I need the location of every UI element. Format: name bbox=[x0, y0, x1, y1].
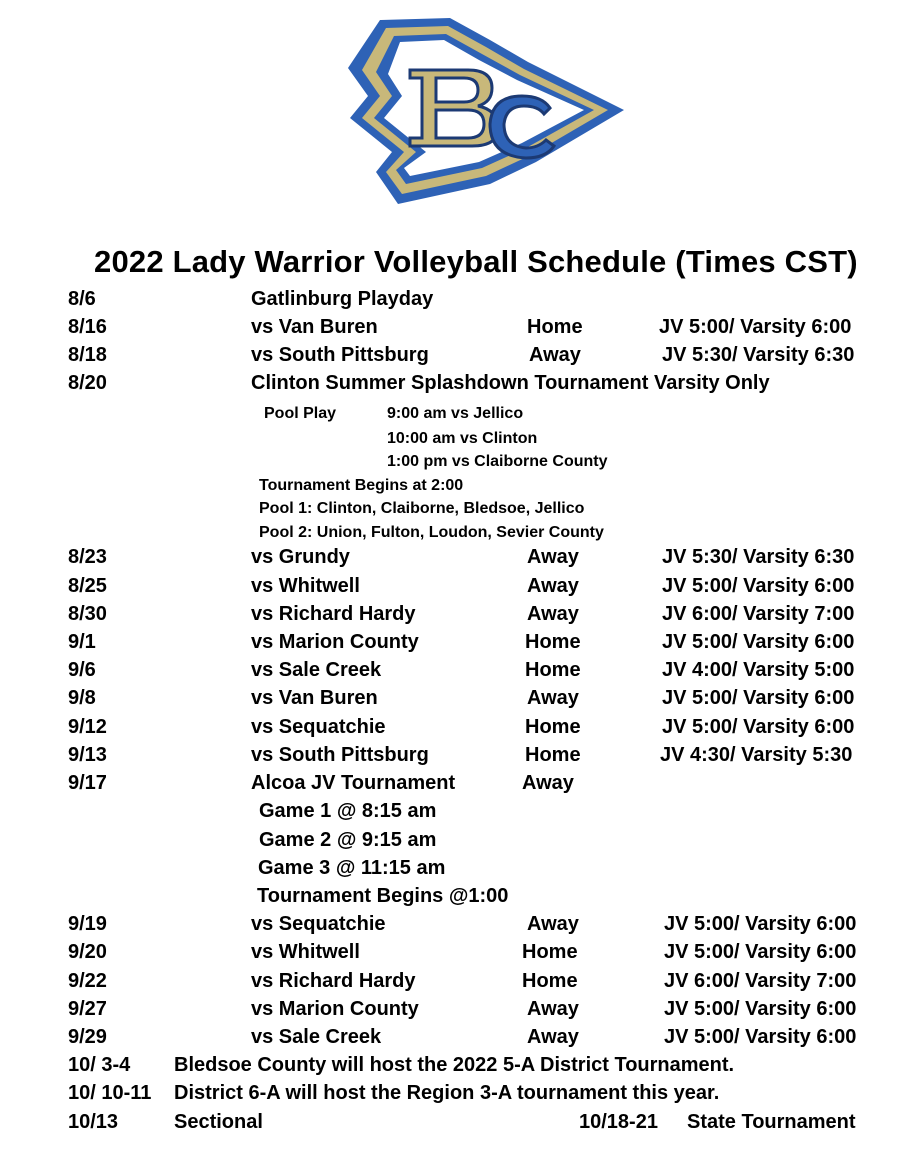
schedule-row bbox=[0, 941, 910, 969]
opponent: vs Sale Creek bbox=[251, 1026, 382, 1048]
location: Away bbox=[522, 772, 574, 794]
location: Away bbox=[527, 687, 579, 709]
opponent: vs Sale Creek bbox=[251, 659, 382, 681]
date: 8/30 bbox=[68, 603, 107, 625]
date: 9/17 bbox=[68, 772, 107, 794]
time: JV 5:00/ Varsity 6:00 bbox=[664, 1026, 857, 1048]
schedule-row bbox=[0, 716, 910, 744]
location: Home bbox=[527, 316, 583, 338]
date: 9/6 bbox=[68, 659, 96, 681]
location: Home bbox=[525, 744, 581, 766]
time: JV 5:30/ Varsity 6:30 bbox=[662, 546, 855, 568]
location: Away bbox=[527, 913, 579, 935]
pool-1: Pool 1: Clinton, Claiborne, Bledsoe, Jellico bbox=[259, 500, 585, 517]
opponent: vs Grundy bbox=[251, 546, 350, 568]
location: Home bbox=[525, 659, 581, 681]
pool-game: 9:00 am vs Jellico bbox=[387, 405, 524, 422]
pool-game: 1:00 pm vs Claiborne County bbox=[387, 453, 608, 470]
date: 10/13 bbox=[68, 1111, 119, 1133]
date: 9/8 bbox=[68, 687, 96, 709]
opponent: vs South Pittsburg bbox=[251, 744, 429, 766]
schedule-row bbox=[0, 744, 910, 772]
opponent: Gatlinburg Playday bbox=[251, 288, 434, 310]
opponent: vs Richard Hardy bbox=[251, 970, 416, 992]
location: Home bbox=[522, 970, 578, 992]
region-row bbox=[0, 1082, 910, 1110]
date: 8/6 bbox=[68, 288, 96, 310]
schedule-row bbox=[0, 687, 910, 715]
pool-2: Pool 2: Union, Fulton, Loudon, Sevier County bbox=[259, 524, 604, 541]
schedule-row bbox=[0, 772, 910, 800]
time: JV 6:00/ Varsity 7:00 bbox=[664, 970, 857, 992]
schedule-row bbox=[0, 631, 910, 659]
schedule-row bbox=[0, 344, 910, 372]
opponent: vs Sequatchie bbox=[251, 716, 386, 738]
time: JV 5:00/ Varsity 6:00 bbox=[664, 913, 857, 935]
page-title: 2022 Lady Warrior Volleyball Schedule (Times CST) bbox=[94, 244, 858, 279]
opponent: vs Marion County bbox=[251, 998, 419, 1020]
opponent: vs Van Buren bbox=[251, 687, 378, 709]
schedule-row bbox=[0, 659, 910, 687]
pool-play-label: Pool Play bbox=[264, 405, 337, 422]
alcoa-game: Game 3 @ 11:15 am bbox=[258, 857, 446, 879]
schedule-row bbox=[0, 546, 910, 574]
time: JV 4:30/ Varsity 5:30 bbox=[660, 744, 853, 766]
location: Away bbox=[527, 1026, 579, 1048]
date: 8/23 bbox=[68, 546, 107, 568]
time: JV 5:00/ Varsity 6:00 bbox=[659, 316, 852, 338]
schedule-row bbox=[0, 372, 910, 400]
opponent: vs Richard Hardy bbox=[251, 603, 416, 625]
date: 8/16 bbox=[68, 316, 107, 338]
opponent: vs Sequatchie bbox=[251, 913, 386, 935]
location: Home bbox=[522, 941, 578, 963]
date: 8/20 bbox=[68, 372, 107, 394]
alcoa-begins: Tournament Begins @1:00 bbox=[257, 885, 509, 907]
time: JV 5:00/ Varsity 6:00 bbox=[664, 941, 857, 963]
opponent: Alcoa JV Tournament bbox=[251, 772, 456, 794]
time: JV 4:00/ Varsity 5:00 bbox=[662, 659, 855, 681]
date: 8/25 bbox=[68, 575, 107, 597]
opponent: vs South Pittsburg bbox=[251, 344, 429, 366]
splashdown-begins: Tournament Begins at 2:00 bbox=[259, 477, 464, 494]
state-date: 10/18-21 bbox=[579, 1111, 658, 1133]
time: JV 5:00/ Varsity 6:00 bbox=[662, 716, 855, 738]
location: Away bbox=[527, 575, 579, 597]
time: JV 5:00/ Varsity 6:00 bbox=[662, 687, 855, 709]
time: JV 5:00/ Varsity 6:00 bbox=[662, 575, 855, 597]
pool-game: 10:00 am vs Clinton bbox=[387, 430, 538, 447]
date: 9/12 bbox=[68, 716, 107, 738]
date: 8/18 bbox=[68, 344, 107, 366]
schedule-row bbox=[0, 316, 910, 344]
location: Home bbox=[525, 631, 581, 653]
schedule-row bbox=[0, 970, 910, 998]
schedule-row bbox=[0, 575, 910, 603]
date: 10/ 3-4 bbox=[68, 1054, 131, 1076]
date: 9/22 bbox=[68, 970, 107, 992]
opponent: vs Whitwell bbox=[251, 941, 360, 963]
district-text: Bledsoe County will host the 2022 5-A District Tournament. bbox=[174, 1054, 735, 1076]
schedule-row bbox=[0, 288, 910, 316]
date: 9/13 bbox=[68, 744, 107, 766]
alcoa-game: Game 2 @ 9:15 am bbox=[259, 829, 437, 851]
location: Away bbox=[527, 546, 579, 568]
school-logo bbox=[340, 12, 632, 208]
time: JV 5:00/ Varsity 6:00 bbox=[664, 998, 857, 1020]
schedule-row bbox=[0, 1026, 910, 1054]
state-text: State Tournament bbox=[687, 1111, 856, 1133]
schedule-row bbox=[0, 913, 910, 941]
location: Home bbox=[525, 716, 581, 738]
opponent: vs Whitwell bbox=[251, 575, 360, 597]
date: 9/29 bbox=[68, 1026, 107, 1048]
sectional-text: Sectional bbox=[174, 1111, 263, 1133]
time: JV 5:30/ Varsity 6:30 bbox=[662, 344, 855, 366]
date: 9/1 bbox=[68, 631, 96, 653]
region-text: District 6-A will host the Region 3-A tournament this year. bbox=[174, 1082, 720, 1104]
district-row bbox=[0, 1054, 910, 1082]
date: 9/20 bbox=[68, 941, 107, 963]
date: 9/19 bbox=[68, 913, 107, 935]
sectional-row bbox=[0, 1111, 910, 1139]
schedule-row bbox=[0, 998, 910, 1026]
schedule-row bbox=[0, 603, 910, 631]
time: JV 6:00/ Varsity 7:00 bbox=[662, 603, 855, 625]
opponent: vs Marion County bbox=[251, 631, 419, 653]
location: Away bbox=[529, 344, 581, 366]
location: Away bbox=[527, 998, 579, 1020]
opponent: Clinton Summer Splashdown Tournament Varsity Only bbox=[251, 372, 770, 394]
date: 10/ 10-11 bbox=[68, 1082, 152, 1104]
date: 9/27 bbox=[68, 998, 107, 1020]
opponent: vs Van Buren bbox=[251, 316, 378, 338]
location: Away bbox=[527, 603, 579, 625]
alcoa-game: Game 1 @ 8:15 am bbox=[259, 800, 437, 822]
time: JV 5:00/ Varsity 6:00 bbox=[662, 631, 855, 653]
